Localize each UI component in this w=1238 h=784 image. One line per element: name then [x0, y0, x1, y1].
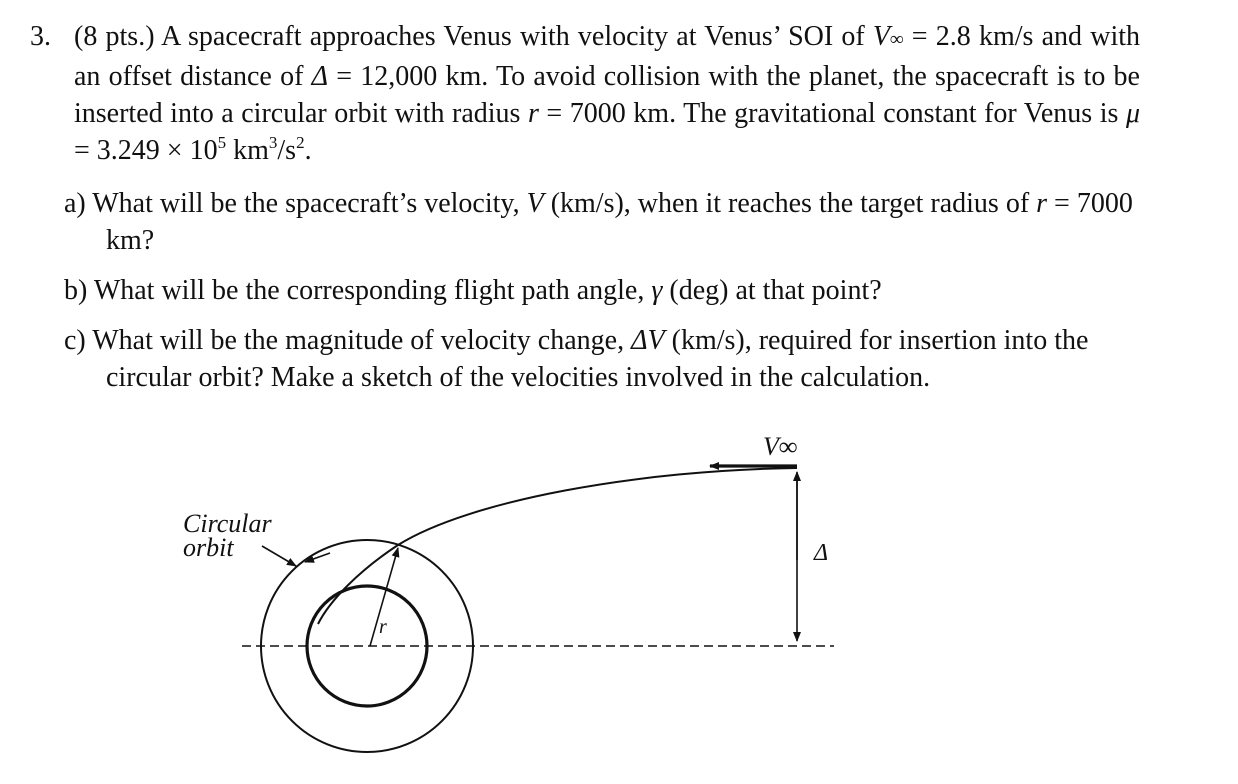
approach-trajectory	[318, 468, 797, 624]
problem-number: 3.	[30, 21, 51, 52]
delta-symbol: Δ	[311, 61, 329, 92]
question-a-symbol: V	[526, 188, 544, 219]
vinf-symbol: V	[872, 21, 891, 52]
exponent-5: 5	[217, 133, 227, 152]
question-a-suffix: (km/s), when it reaches the target radius of	[543, 188, 1037, 219]
label-delta: Δ	[814, 540, 829, 566]
stem-text-8: .	[304, 135, 312, 166]
r-symbol: r	[527, 98, 539, 129]
label-circular: Circular	[183, 509, 272, 538]
stem-text-2: = 2.8 km/s and with an offset distance of	[74, 21, 1141, 92]
question-b-symbol: γ	[651, 275, 663, 306]
orbit-label-pointer	[262, 546, 296, 566]
question-c-symbol: ΔV	[631, 325, 665, 356]
stem-text-6: km	[226, 135, 269, 166]
planet-venus	[307, 586, 427, 706]
label-r: r	[379, 616, 387, 638]
mu-symbol: μ	[1125, 98, 1141, 129]
stem-text-4: = 7000 km. The gravitational constant for Venus is	[538, 98, 1126, 129]
question-b-prefix: b) What will be the corresponding flight path angle,	[64, 275, 652, 306]
stem-text-3: = 12,000 km. To avoid collision with the planet, the spacecraft is to be inserted into a circular orbit with radius	[74, 61, 1140, 129]
stem-text-5: = 3.249 × 10	[74, 135, 218, 166]
stem-text-7: /s	[277, 135, 297, 166]
exponent-3: 3	[268, 133, 278, 152]
vinf-subscript: ∞	[890, 29, 904, 50]
question-b-suffix: (deg) at that point?	[662, 275, 882, 306]
question-a-r-symbol: r	[1036, 188, 1048, 219]
label-orbit: orbit	[183, 533, 234, 562]
question-c-suffix: (km/s), required for insertion into the circular orbit? Make a sketch of the velocities involved in the calculation.	[106, 325, 1089, 393]
stem-text-1: (8 pts.) A spacecraft approaches Venus with velocity at Venus’ SOI of	[74, 21, 873, 52]
exponent-2: 2	[296, 133, 305, 152]
label-vinf: V∞	[763, 432, 798, 461]
question-a-tail: = 7000 km?	[106, 188, 1133, 256]
question-c-prefix: c) What will be the magnitude of velocity change,	[64, 325, 632, 356]
question-a-prefix: a) What will be the spacecraft’s velocity,	[64, 188, 527, 219]
